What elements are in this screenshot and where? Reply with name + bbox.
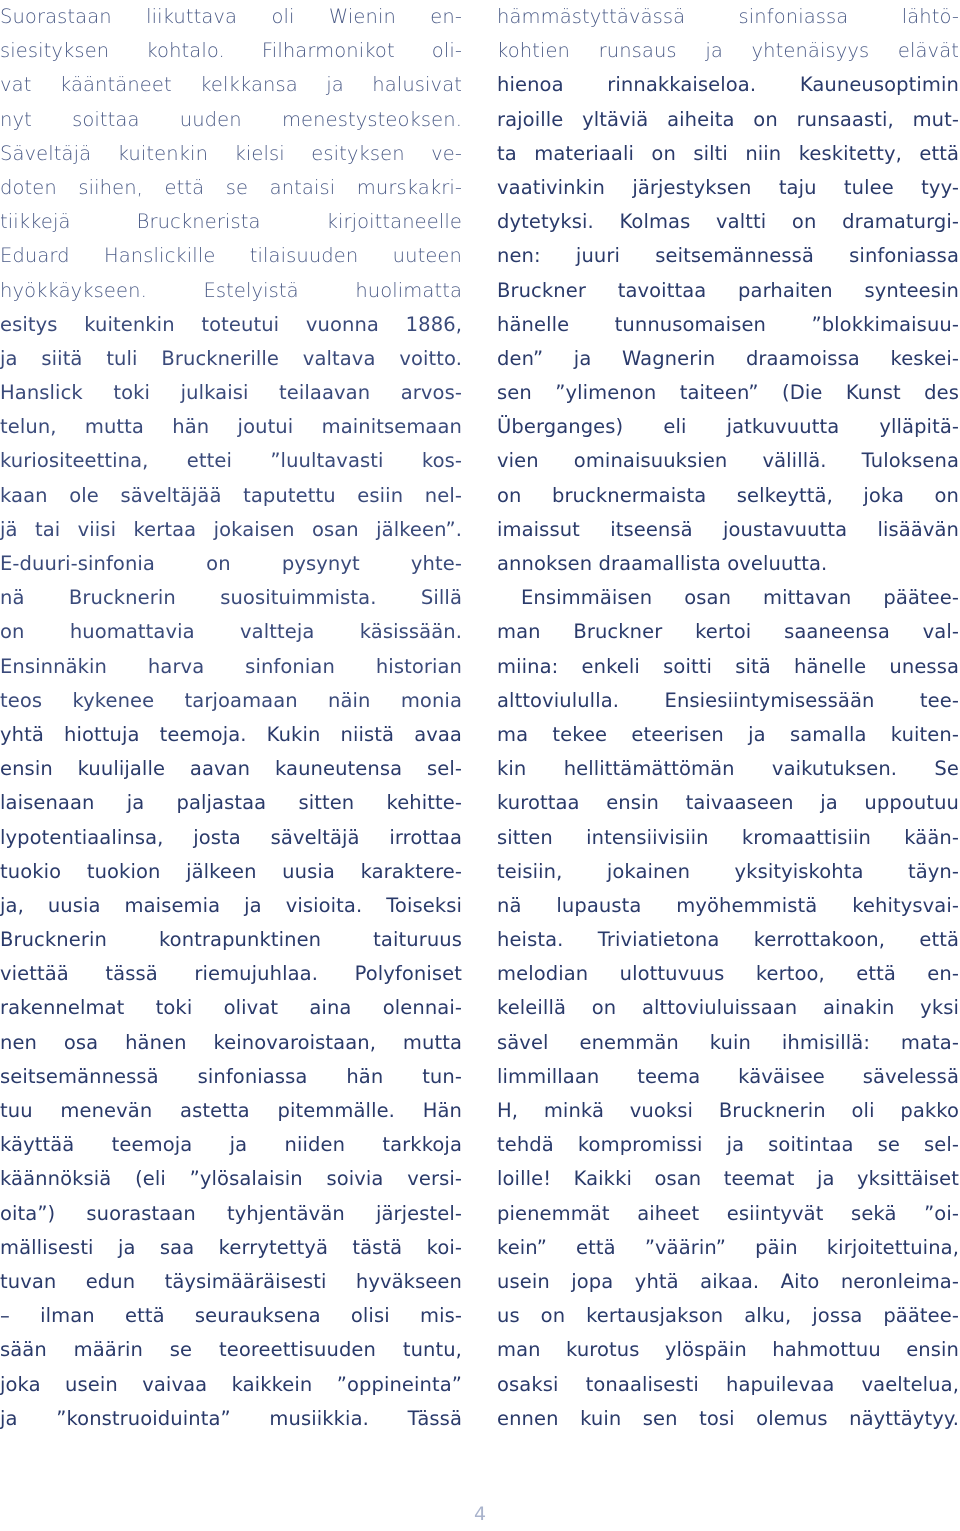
- text-line: on brucknermaista selkeyttä, joka on: [497, 483, 959, 507]
- text-line: telun, mutta hän joutui mainitsemaan: [0, 415, 462, 439]
- text-line: sään määrin se teoreettisuuden tuntu,: [0, 1338, 462, 1362]
- text-line: miina: enkeli soitti sitä hänelle unessa: [497, 654, 959, 678]
- text-line: tehdä kompromissi ja soitintaa se sel-: [497, 1133, 959, 1157]
- text-line: H, minkä vuoksi Brucknerin oli pakko: [497, 1099, 959, 1122]
- text-line: vaativinkin järjestyksen taju tulee tyy-: [497, 175, 959, 199]
- text-line: kaan ole säveltäjää taputettu esiin nel-: [0, 483, 462, 507]
- text-line: ma tekee eteerisen ja samalla kuiten-: [497, 722, 959, 746]
- text-line: Säveltäjä kuitenkin kielsi esityksen ve-: [0, 141, 462, 165]
- text-line: kurottaa ensin taivaaseen ja uppoutuu: [497, 791, 959, 815]
- text-line: ja ”konstruoiduinta” musiikkia. Tässä: [0, 1406, 462, 1430]
- text-line: – ilman että seurauksena olisi mis-: [0, 1304, 462, 1328]
- text-line: siesityksen kohtalo. Filharmonikot oli-: [0, 39, 462, 63]
- text-line: viettää tässä riemujuhlaa. Polyfoniset: [0, 962, 462, 986]
- text-line: keleillä on alttoviuluissaan ainakin yksi: [497, 996, 959, 1020]
- text-line: seitsemännessä sinfoniassa hän tun-: [0, 1064, 462, 1088]
- text-line: den” ja Wagnerin draamoissa keskei-: [497, 346, 959, 370]
- text-line: Ensimmäisen osan mittavan päätee-: [521, 586, 959, 610]
- text-line: osaksi tonaalisesti hapuilevaa vaeltelua,: [497, 1372, 959, 1396]
- text-line: oita”) suorastaan tyhjentävän järjestel-: [0, 1201, 462, 1225]
- text-line: esitys kuitenkin toteutui vuonna 1886,: [0, 312, 462, 336]
- text-line: limmillaan teema käväisee sävelessä: [497, 1064, 959, 1088]
- text-line: vat kääntäneet kelkkansa ja halusivat: [0, 73, 462, 97]
- text-line: kein” että ”väärin” päin kirjoitettuina,: [497, 1235, 959, 1259]
- text-line: teisiin, jokainen yksityiskohta täyn-: [497, 859, 959, 883]
- text-line: tuokio tuokion jälkeen uusia karaktere-: [0, 859, 462, 883]
- text-line: rakennelmat toki olivat aina olennai-: [0, 996, 462, 1020]
- text-line: kohtien runsaus ja yhtenäisyys elävät: [497, 39, 959, 63]
- text-line: Überganges) eli jatkuvuutta ylläpitä-: [497, 415, 959, 439]
- text-line: on huomattavia valtteja käsissään.: [0, 620, 462, 644]
- text-line: mällisesti ja saa kerrytettyä tästä koi-: [0, 1235, 462, 1259]
- text-line: käännöksiä (eli ”ylösalaisin soivia versi-: [0, 1167, 462, 1191]
- text-line: Ensinnäkin harva sinfonian historian: [0, 654, 462, 678]
- text-line: vien ominaisuuksien välillä. Tuloksena: [497, 449, 959, 473]
- text-line: heista. Triviatietona kerrottakoon, että: [497, 928, 959, 952]
- text-line: nä Brucknerin suosituimmista. Sillä: [0, 586, 462, 610]
- text-column-right: [497, 0, 959, 1436]
- text-line: man kurotus ylöspäin hahmottuu ensin: [497, 1338, 959, 1362]
- text-line: sen ”ylimenon taiteen” (Die Kunst des: [497, 381, 959, 405]
- text-line: hämmästyttävässä sinfoniassa lähtö-: [497, 5, 959, 28]
- text-line: nyt soittaa uuden menestysteoksen.: [0, 107, 462, 131]
- text-line: Hanslick toki julkaisi teilaavan arvos-: [0, 381, 462, 405]
- text-line: Eduard Hanslickille tilaisuuden uuteen: [0, 244, 462, 268]
- text-line: alttoviululla. Ensiesiintymisessään tee-: [497, 688, 959, 712]
- text-line: lypotentiaalinsa, josta säveltäjä irrottaa: [0, 825, 462, 849]
- text-line: nen: juuri seitsemännessä sinfoniassa: [497, 244, 959, 268]
- text-line: tuu menevän astetta pitemmälle. Hän: [0, 1099, 462, 1122]
- text-column-left: [0, 0, 462, 1436]
- text-line: loille! Kaikki osan teemat ja yksittäiset: [497, 1167, 959, 1191]
- text-line: jä tai viisi kertaa jokaisen osan jälkeen”.: [0, 517, 462, 541]
- text-line: annoksen draamallista oveluutta.: [497, 552, 828, 575]
- text-line: ja, uusia maisemia ja visioita. Toiseksi: [0, 893, 462, 917]
- text-line: laisenaan ja paljastaa sitten kehitte-: [0, 791, 462, 815]
- text-line: sävel enemmän kuin ihmisillä: mata-: [497, 1030, 959, 1054]
- text-line: kin hellittämättömän vaikutuksen. Se: [497, 757, 959, 781]
- text-line: ta materiaali on silti niin keskitetty, että: [497, 141, 959, 165]
- text-line: käyttää teemoja ja niiden tarkkoja: [0, 1133, 462, 1157]
- text-line: ensin kuulijalle aavan kauneutensa sel-: [0, 757, 462, 781]
- text-line: us on kertausjakson alku, jossa päätee-: [497, 1304, 959, 1328]
- text-line: pienemmät aiheet esiintyvät sekä ”oi-: [497, 1201, 959, 1225]
- text-line: dytetyksi. Kolmas valtti on dramaturgi-: [497, 210, 959, 234]
- text-line: hänelle tunnusomaisen ”blokkimaisuu-: [497, 312, 959, 336]
- text-line: hyökkäykseen. Estelyistä huolimatta: [0, 278, 462, 302]
- text-line: teos kykenee tarjoamaan näin monia: [0, 688, 462, 712]
- text-line: E-duuri-sinfonia on pysynyt yhte-: [0, 552, 462, 575]
- text-line: joka usein vaivaa kaikkein ”oppineinta”: [0, 1372, 462, 1396]
- text-line: Bruckner tavoittaa parhaiten synteesin: [497, 278, 959, 302]
- text-line: kuriositeettina, ettei ”luultavasti kos-: [0, 449, 462, 473]
- text-line: tiikkejä Brucknerista kirjoittaneelle: [0, 210, 462, 234]
- page-number: 4: [473, 1503, 487, 1525]
- text-line: ja siitä tuli Brucknerille valtava voitto.: [0, 346, 462, 370]
- text-line: Suorastaan liikuttava oli Wienin en-: [0, 5, 462, 28]
- text-line: usein jopa yhtä aikaa. Aito neronleima-: [497, 1269, 959, 1293]
- text-line: nä lupausta myöhemmistä kehitysvai-: [497, 893, 959, 917]
- text-line: sitten intensiivisiin kromaattisiin kään-: [497, 825, 959, 849]
- text-line: Brucknerin kontrapunktinen taituruus: [0, 928, 462, 952]
- text-line: hienoa rinnakkaiseloa. Kauneusoptimin: [497, 73, 959, 97]
- text-line: nen osa hänen keinovaroistaan, mutta: [0, 1030, 462, 1054]
- text-line: tuvan edun täysimääräisesti hyväkseen: [0, 1269, 462, 1293]
- text-line: man Bruckner kertoi saaneensa val-: [497, 620, 959, 644]
- text-line: rajoille yltäviä aiheita on runsaasti, mut-: [497, 107, 959, 131]
- text-line: imaissut itseensä joustavuutta lisäävän: [497, 517, 959, 541]
- text-line: yhtä hiottuja teemoja. Kukin niistä avaa: [0, 722, 462, 746]
- text-line: ennen kuin sen tosi olemus näyttäytyy.: [497, 1406, 959, 1430]
- text-line: doten siihen, että se antaisi murskakri-: [0, 175, 462, 199]
- text-line: melodian ulottuvuus kertoo, että en-: [497, 962, 959, 986]
